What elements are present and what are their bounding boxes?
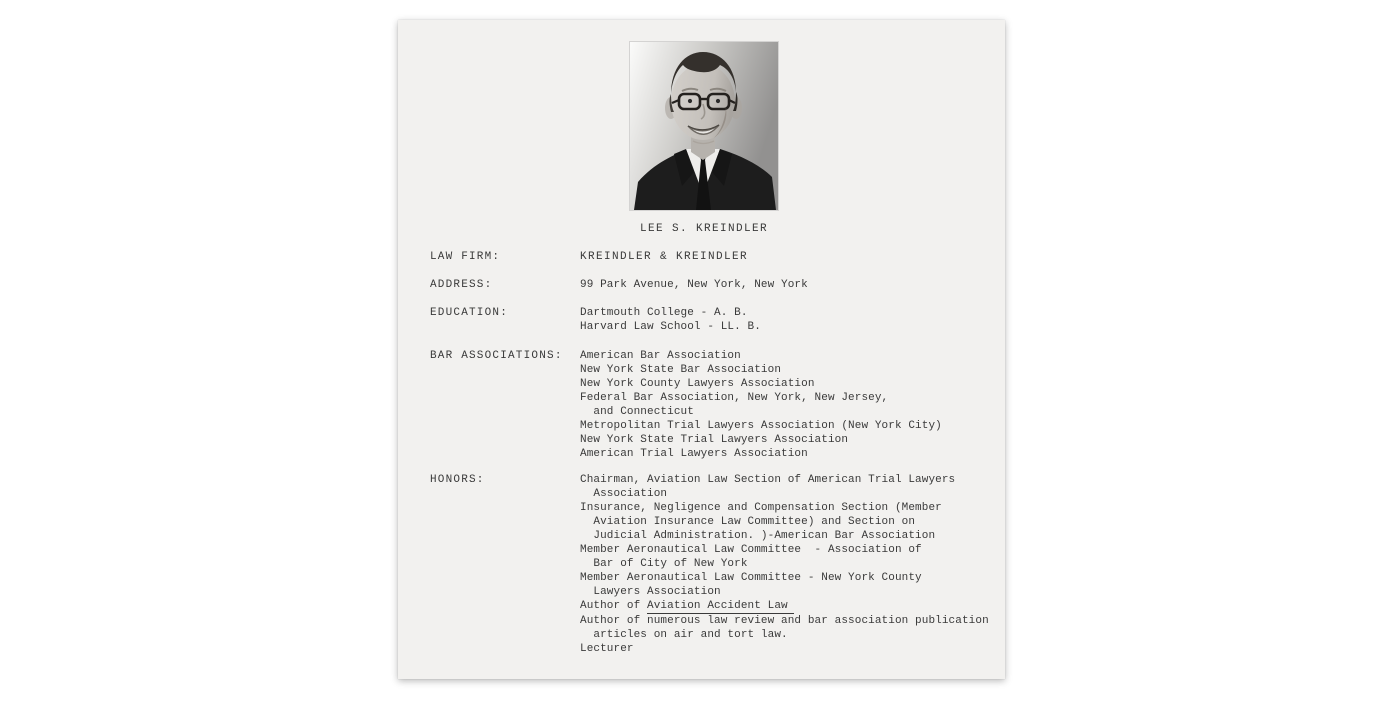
law-firm-value xyxy=(580,250,993,264)
honors-line: Lawyers Association xyxy=(580,586,721,598)
biography-sheet xyxy=(398,20,1005,679)
honors-line: Aviation Insurance Law Committee) and Section on xyxy=(580,516,916,528)
bar-association-line: American Trial Lawyers Association xyxy=(580,448,808,460)
author-prefix: Author of xyxy=(580,600,648,612)
honors-line: Insurance, Negligence and Compensation Section (Member xyxy=(580,502,942,514)
section-education xyxy=(430,306,993,334)
education-line: Harvard Law School - LL. B. xyxy=(580,321,761,333)
honors-label: HONORS: xyxy=(430,474,485,486)
book-title-underlined: Aviation Accident Law xyxy=(647,600,795,612)
law-firm-name: KREINDLER & KREINDLER xyxy=(580,251,749,263)
honors-line: Lecturer xyxy=(580,643,634,655)
section-honors xyxy=(430,473,993,656)
honors-line: Chairman, Aviation Law Section of American Trial Lawyers xyxy=(580,474,956,486)
bar-association-line: Federal Bar Association, New York, New Jersey, xyxy=(580,392,889,404)
address-label: ADDRESS: xyxy=(430,279,493,291)
honors-value xyxy=(580,473,993,656)
honors-line: Author of numerous law review and bar association publication xyxy=(580,615,989,627)
honors-line: Bar of City of New York xyxy=(580,558,748,570)
bar-association-line: Metropolitan Trial Lawyers Association (New York City) xyxy=(580,420,942,432)
honors-line: articles on air and tort law. xyxy=(580,629,788,641)
section-law-firm xyxy=(430,250,993,264)
education-line: Dartmouth College - A. B. xyxy=(580,307,748,319)
bar-association-line: New York County Lawyers Association xyxy=(580,378,815,390)
honors-line: Member Aeronautical Law Committee - Association of xyxy=(580,544,922,556)
address-line: 99 Park Avenue, New York, New York xyxy=(580,279,808,291)
person-name: LEE S. KREINDLER xyxy=(639,223,769,235)
bar-association-line: New York State Bar Association xyxy=(580,364,782,376)
section-address xyxy=(430,278,993,292)
honors-author-line xyxy=(580,599,993,614)
honors-line: Association xyxy=(580,488,668,500)
address-value xyxy=(580,278,993,292)
honors-line: Member Aeronautical Law Committee - New York County xyxy=(580,572,922,584)
bar-association-line: and Connecticut xyxy=(580,406,694,418)
education-value xyxy=(580,306,993,334)
bar-associations-label: BAR ASSOCIATIONS: xyxy=(430,350,563,362)
bar-associations-value xyxy=(580,349,993,461)
bar-association-line: American Bar Association xyxy=(580,350,741,362)
education-label: EDUCATION: xyxy=(430,307,509,319)
honors-line: Judicial Administration. )-American Bar Association xyxy=(580,530,936,542)
portrait-photo xyxy=(630,42,778,210)
law-firm-label: LAW FIRM: xyxy=(430,251,501,263)
section-bar-associations xyxy=(430,349,993,461)
portrait-illustration xyxy=(630,42,778,210)
bar-association-line: New York State Trial Lawyers Association xyxy=(580,434,849,446)
